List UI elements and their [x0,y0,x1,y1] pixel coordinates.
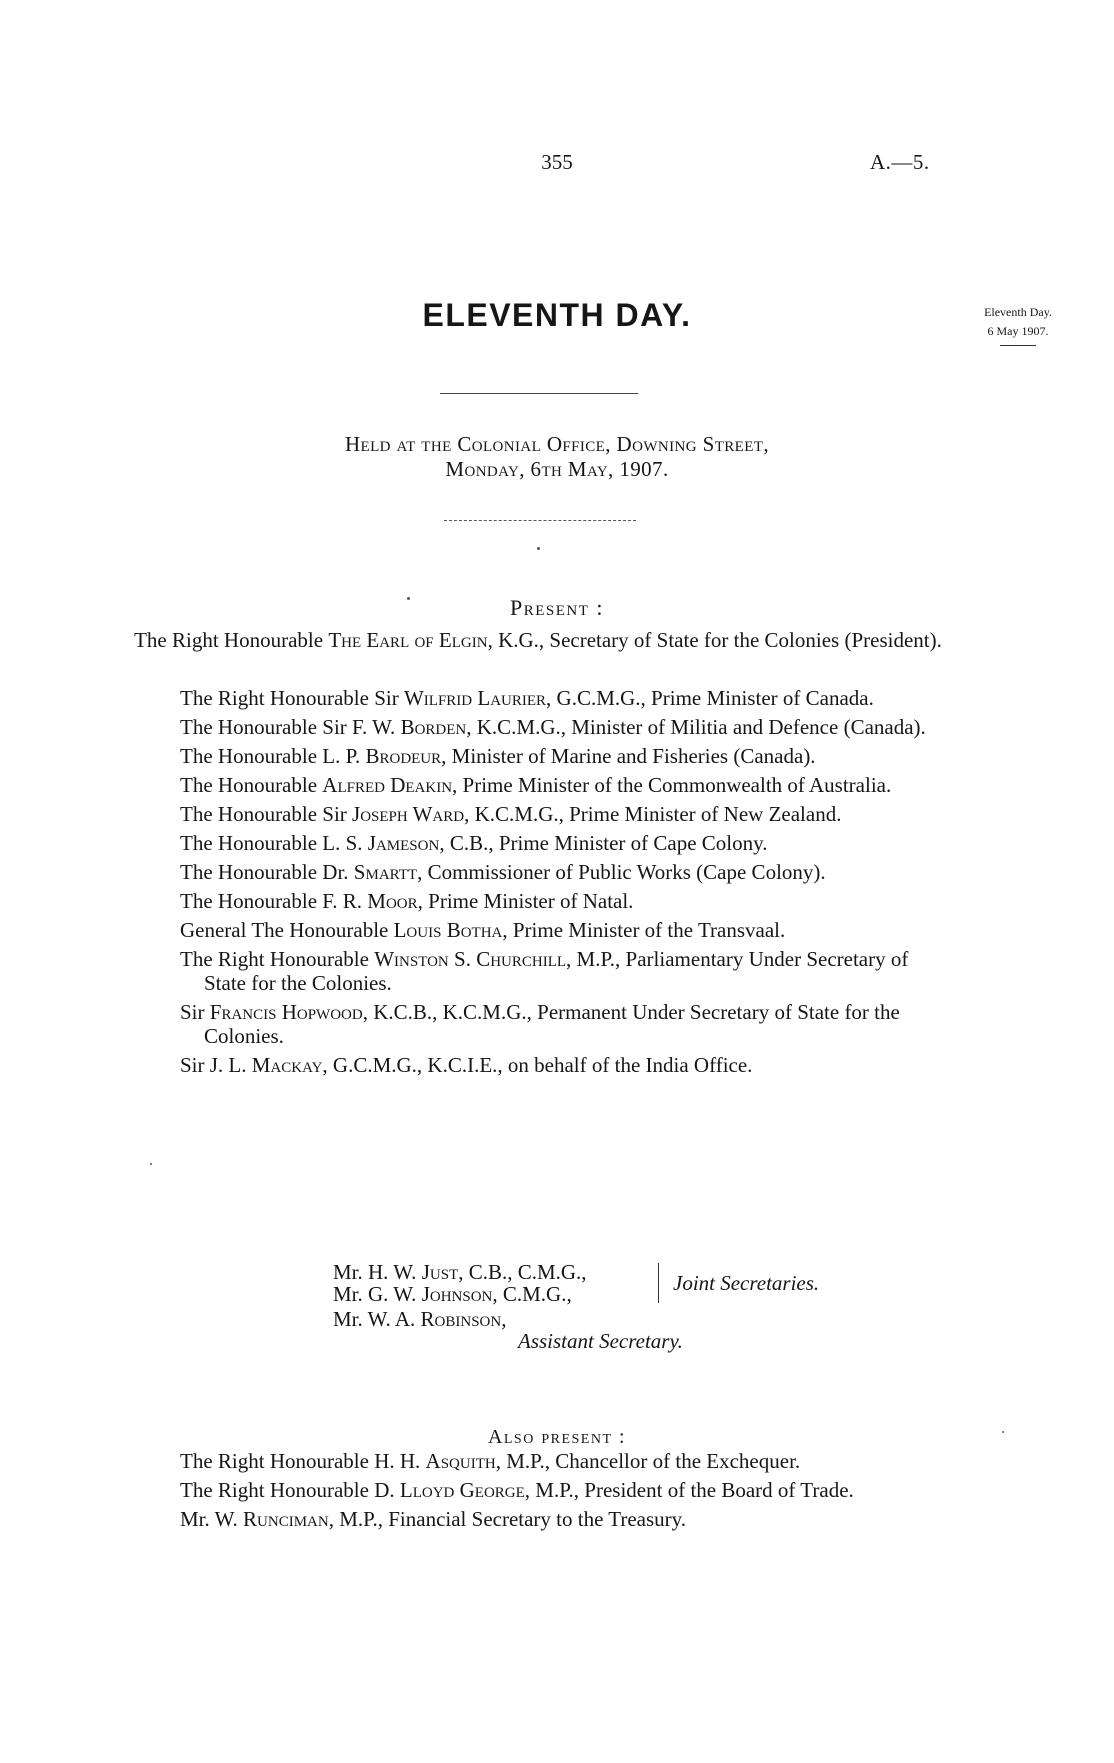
attendee-title: Sir J. L. [180,1053,252,1077]
attendee-entry [180,918,940,942]
attendee-name: Wilfrid Laurier [403,686,547,710]
margin-note-rule [1000,345,1036,346]
day-title: ELEVENTH DAY. [422,297,692,333]
attendee-title: Sir [180,1000,210,1024]
attendee-office: , M.P., Financial Secretary to the Treasury. [328,1507,687,1531]
secretary-name: Johnson [421,1282,493,1306]
attendee-entry [180,715,940,739]
attendee-name: Borden [400,715,467,739]
president-office: , K.G., Secretary of State for the Colonies (President). [487,628,942,652]
section-divider [444,520,636,521]
attendee-entry [180,889,940,913]
attendee-name: Alfred Deakin [322,773,453,797]
secretary-honours: , C.M.G., [492,1282,572,1306]
attendee-entry [180,686,940,710]
title-divider [440,393,638,394]
attendee-entry [180,1449,940,1473]
attendee-name: Lloyd George [399,1478,525,1502]
attendee-entry [180,1507,940,1531]
attendee-title: The Honourable [180,773,323,797]
secretary-title: Mr. H. W. [333,1260,422,1284]
attendee-office: , Prime Minister of the Commonwealth of Australia. [452,773,892,797]
meeting-date-line: Monday, 6th May, 1907. [445,457,669,481]
attendee-title: General The Honourable [180,918,394,942]
secretary-title: Mr. W. A. [333,1307,421,1331]
attendee-office: , K.C.B., K.C.M.G., Permanent Under Secretary of State for the Colonies. [204,1000,900,1048]
secretary-name: Robinson [420,1307,502,1331]
attendee-office: , M.P., Parliamentary Under Secretary of State for the Colonies. [204,947,909,995]
attendee-title: The Right Honourable H. H. [180,1449,426,1473]
attendee-name: Jameson [367,831,440,855]
print-speck [537,547,540,550]
attendee-list [180,686,940,1082]
attendee-entry [180,1053,940,1077]
attendee-office: , K.C.M.G., Prime Minister of New Zealand. [464,802,842,826]
attendee-office: , Prime Minister of the Transvaal. [502,918,786,942]
secretaries-block [333,1260,820,1353]
page-number: 355 [541,150,573,174]
attendee-name: Moor [367,889,418,913]
attendee-entry [180,860,940,884]
attendee-office: , C.B., Prime Minister of Cape Colony. [439,831,768,855]
attendee-name: Francis Hopwood [209,1000,363,1024]
meeting-location [0,432,1114,482]
secretary-entry [333,1283,683,1305]
attendee-name: Asquith [425,1449,496,1473]
attendee-name: Runciman [243,1507,329,1531]
attendee-title: The Honourable L. P. [180,744,366,768]
attendee-name: Smartt [353,860,418,884]
attendee-office: , Minister of Marine and Fisheries (Canada). [441,744,816,768]
present-heading: Present : [509,595,604,620]
margin-note-date: 6 May 1907. [987,324,1049,338]
also-present-heading: Also present : [487,1426,627,1448]
president-name: The Earl of Elgin [328,628,488,652]
secretary-title: Mr. G. W. [333,1282,422,1306]
attendee-name: Joseph Ward [352,802,465,826]
president-title: The Right Honourable [134,628,329,652]
also-present-list [180,1449,940,1536]
attendee-entry [180,1000,940,1048]
attendee-title: The Honourable Sir F. W. [180,715,401,739]
attendee-name: Winston S. Churchill [374,947,567,971]
attendee-office: , G.C.M.G., K.C.I.E., on behalf of the India Office. [322,1053,753,1077]
secretary-punctuation: , [501,1307,507,1331]
joint-secretaries-label: Joint Secretaries. [673,1271,820,1295]
meeting-location-line: Held at the Colonial Office, Downing Street, [344,432,770,456]
attendee-entry [180,831,940,855]
attendee-title: The Right Honourable Sir [180,686,404,710]
brace-bracket [658,1263,667,1303]
attendee-entry [180,947,940,995]
attendee-office: , K.C.M.G., Minister of Militia and Defence (Canada). [466,715,926,739]
attendee-office: , M.P., Chancellor of the Exchequer. [495,1449,801,1473]
attendee-entry [180,773,940,797]
attendee-title: The Honourable L. S. [180,831,368,855]
attendee-title: Mr. W. [180,1507,244,1531]
secretary-entry [333,1261,683,1283]
president-entry [128,628,948,653]
attendee-entry [180,744,940,768]
attendee-name: Brodeur [365,744,442,768]
print-speck [150,1163,152,1165]
volume-reference: A.—5. [870,150,930,174]
attendee-title: The Honourable Dr. [180,860,354,884]
attendee-name: Louis Botha [393,918,503,942]
margin-note [958,303,1078,346]
attendee-entry [180,802,940,826]
attendee-title: The Honourable F. R. [180,889,368,913]
attendee-title: The Right Honourable [180,947,375,971]
attendee-office: , M.P., President of the Board of Trade. [524,1478,854,1502]
secretary-honours: , C.B., C.M.G., [458,1260,587,1284]
attendee-office: , Commissioner of Public Works (Cape Colony). [417,860,826,884]
assistant-secretary-label: Assistant Secretary. [518,1329,683,1353]
attendee-title: The Honourable Sir [180,802,353,826]
attendee-office: , Prime Minister of Natal. [417,889,634,913]
attendee-entry [180,1478,940,1502]
margin-note-day: Eleventh Day. [984,305,1052,319]
secretary-name: Just [421,1260,459,1284]
secretary-entry [333,1308,683,1330]
attendee-title: The Right Honourable D. [180,1478,400,1502]
attendee-name: Mackay [251,1053,323,1077]
attendee-office: , G.C.M.G., Prime Minister of Canada. [546,686,874,710]
